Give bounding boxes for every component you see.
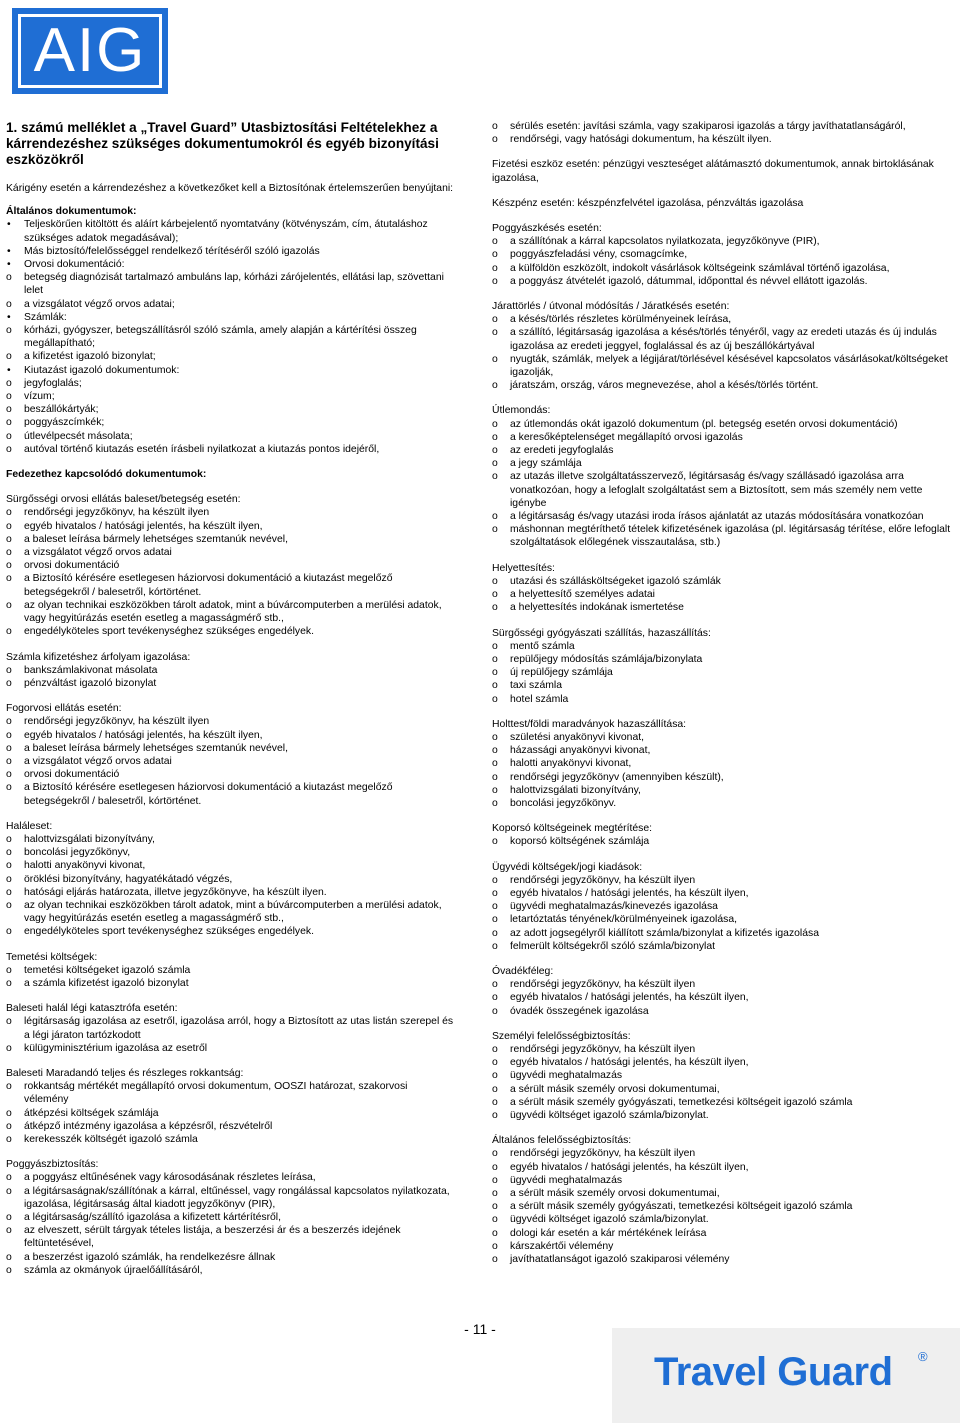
registered-mark: ®	[918, 1349, 928, 1364]
intro-paragraph: Kárigény esetén a kárrendezéshez a következőket kell a Biztosítónak értelemszerűen benyújtani:	[6, 183, 454, 194]
list-item: o öröklési bizonyítvány, hagyatékátadó végzés,	[6, 873, 454, 886]
list-item: o rendőrségi jegyzőkönyv, ha készült ilyen	[6, 715, 454, 728]
list-item: o pénzváltást igazoló bizonylat	[6, 677, 454, 690]
item-list	[6, 506, 454, 638]
list-item: o taxi számla	[492, 679, 952, 692]
list-item: o orvosi dokumentáció	[6, 559, 454, 572]
list-item: o ügyvédi meghatalmazás/kinevezés igazolása	[492, 900, 952, 913]
list-item: o külügyminisztérium igazolása az esetről	[6, 1042, 454, 1055]
item-list	[492, 1043, 952, 1122]
item-list	[492, 120, 952, 146]
list-item: o koporsó költségének számlája	[492, 835, 952, 848]
item-list	[6, 1080, 454, 1146]
list-item: o kárszakértői vélemény	[492, 1240, 952, 1253]
section-helyettesites	[492, 562, 952, 615]
list-item: o új repülőjegy számlája	[492, 666, 952, 679]
section-ovadekfeleg	[492, 965, 952, 1018]
list-item: o dologi kár esetén a kár mértékének leírása	[492, 1227, 952, 1240]
list-item: o a külföldön eszközölt, indokolt vásárlások költségeink számlával történő igazolása,	[492, 262, 952, 275]
list-item: o a szállító, légitársaság igazolása a késés/törlés tényéről, vagy az eredeti utazás és új indulás igazolása az eredeti jeggyel, foglalással és az új beszállókártyával	[492, 326, 952, 352]
section-heading: Készpénz esetén: készpénzfelvétel igazolása, pénzváltás igazolása	[492, 197, 804, 209]
item-list	[6, 833, 454, 939]
list-item: o boncolási jegyzőkönyv,	[6, 846, 454, 859]
list-item: o orvosi dokumentáció	[6, 768, 454, 781]
list-item: o kórházi, gyógyszer, betegszállításról szóló számla, amely alapján a kártérítési összeg megállapítható;	[6, 324, 454, 350]
list-item: o javíthatatlanságot igazoló szakiparosi vélemény	[492, 1253, 952, 1266]
section-heading: Helyettesítés:	[492, 562, 555, 574]
section-heading: Koporsó költségeinek megtérítése:	[492, 823, 652, 835]
list-item: o a szállítónak a kárral kapcsolatos nyilatkozata, jegyzőkönyve (PIR),	[492, 235, 952, 248]
section-heading: Ügyvédi költségek/jogi kiadások:	[492, 861, 643, 873]
list-item: o a sérült másik személy orvosi dokumentumai,	[492, 1083, 952, 1096]
section-halaleset	[6, 820, 454, 939]
section-heading: Sürgősségi orvosi ellátás baleset/betegség esetén:	[6, 494, 241, 506]
list-item: o halottvizsgálati bizonyítvány,	[492, 784, 952, 797]
list-item: o egyéb hivatalos / hatósági jelentés, ha készült ilyen,	[492, 1161, 952, 1174]
item-list	[6, 715, 454, 807]
list-item: o a helyettesítő személyes adatai	[492, 588, 952, 601]
list-item: o a beszerzést igazoló számlák, ha rendelkezésre állnak	[6, 1251, 454, 1264]
item-list	[6, 964, 454, 990]
list-item: o az utazás illetve szolgáltatásszervező, légitársaság és/vagy szállásadó igazolása arra vonatkozóan, hogy a lefoglalt szolgáltatást sem a Biztosított, sem más személy nem vette igénybe	[492, 470, 952, 510]
section-list-0	[492, 120, 952, 146]
list-item: o nyugták, számlák, melyek a légijárat/törlésével késésével kapcsolatos vásárlásokat/költségeket igazolják,	[492, 353, 952, 379]
list-item: o a baleset leírása bármely lehetséges szemtanúk nevével,	[6, 742, 454, 755]
bullet-item: • Kiutazást igazoló dokumentumok:	[6, 364, 454, 377]
section-altalanos-felelossegbiztositas	[492, 1134, 952, 1266]
list-item: o az adott jogsegélyről kiállított számla/bizonylat a kifizetés igazolása	[492, 927, 952, 940]
section-koporso-koltsegeinek-megteritese	[492, 822, 952, 848]
list-item: o bankszámlakivonat másolata	[6, 664, 454, 677]
item-list	[492, 640, 952, 706]
list-item: o halotti anyakönyvi kivonat,	[6, 859, 454, 872]
right-column	[492, 120, 952, 1278]
section-szemelyi-felelossegbiztositas	[492, 1030, 952, 1122]
list-item: o a jegy számlája	[492, 457, 952, 470]
list-item: o temetési költségeket igazoló számla	[6, 964, 454, 977]
list-item: o a vizsgálatot végző orvos adatai	[6, 755, 454, 768]
list-item: o vízum;	[6, 390, 454, 403]
section-baleseti-halal-legi-katasztrofa-eseten	[6, 1002, 454, 1055]
section-surgossegi-gyogyaszati-szallitas-hazasza	[492, 627, 952, 706]
section-heading: Fogorvosi ellátás esetén:	[6, 703, 122, 715]
aig-logo-text: AIG	[33, 16, 147, 85]
section-surgossegi-orvosi-ellatas-baleset-betegs	[6, 493, 454, 638]
item-list	[492, 874, 952, 953]
list-item: o sérülés esetén: javítási számla, vagy szakiparosi igazolás a tárgy javíthatatlanságáról,	[492, 120, 952, 133]
list-item: o számla az okmányok újraelőállításáról,	[6, 1264, 454, 1277]
list-item: o az olyan technikai eszközökben tárolt adatok, mint a búvárcomputerben a merülési adatok, vagy hegyitúrázás esetén esetleg a magasságmérő stb.,	[6, 899, 454, 925]
item-list	[492, 313, 952, 392]
list-item: o beszállókártyák;	[6, 403, 454, 416]
list-item: o a kifizetést igazoló bizonylat;	[6, 350, 454, 363]
section-heading: Óvadékféleg:	[492, 965, 554, 977]
list-item: o poggyászcímkék;	[6, 416, 454, 429]
list-item: o rendőrségi jegyzőkönyv, ha készült ilyen	[492, 978, 952, 991]
section-heading: Baleseti halál légi katasztrófa esetén:	[6, 1003, 178, 1015]
item-list	[492, 731, 952, 810]
list-item: o a légitársaságnak/szállítónak a kárral, eltűnéssel, vagy rongálással kapcsolatos nyilatkozata, igazolása, légitársaság által kiadott jegyzőkönyv (PIR),	[6, 1185, 454, 1211]
list-item: o egyéb hivatalos / hatósági jelentés, ha készült ilyen,	[6, 729, 454, 742]
list-item: o a sérült másik személy orvosi dokumentumai,	[492, 1187, 952, 1200]
list-item: o rendőrségi jegyzőkönyv, ha készült ilyen	[6, 506, 454, 519]
section-heading: Sürgősségi gyógyászati szállítás, hazaszállítás:	[492, 627, 711, 639]
list-item: o átképző intézmény igazolása a képzésről, részvételről	[6, 1120, 454, 1133]
item-list	[492, 235, 952, 288]
item-list	[6, 664, 454, 690]
list-item: o a légitársaság/szállító igazolása a kifizetett kártérítésről,	[6, 1211, 454, 1224]
list-item: o egyéb hivatalos / hatósági jelentés, ha készült ilyen,	[492, 1056, 952, 1069]
list-item: o hotel számla	[492, 693, 952, 706]
section-heading: Általános felelősségbiztosítás:	[492, 1135, 632, 1147]
list-item: o a Biztosító kérésére esetlegesen háziorvosi dokumentáció a kiutazást megelőző betegségekről / balesetről, kórtörténet.	[6, 572, 454, 598]
section-poggyaszkeses-eseten	[492, 222, 952, 288]
list-item: o repülőjegy módosítás számlája/bizonylata	[492, 653, 952, 666]
list-item: o ügyvédi meghatalmazás	[492, 1174, 952, 1187]
list-item: o engedélyköteles sport tevékenységhez szükséges engedélyek.	[6, 925, 454, 938]
aig-logo	[12, 8, 168, 94]
list-item: o légitársaság igazolása az esetről, igazolása arról, hogy a Biztosított az utas listán szerepel és a légi járaton tartózkodott	[6, 1015, 454, 1041]
list-item: o egyéb hivatalos / hatósági jelentés, ha készült ilyen,	[6, 520, 454, 533]
section-altalanos-dokumentumok	[6, 205, 454, 456]
list-item: o betegség diagnózisát tartalmazó ambuláns lap, kórházi zárójelentés, ellátási lap, szövettani lelet	[6, 271, 454, 297]
item-list	[6, 1015, 454, 1055]
section-ugyvedi-koltsegek-jogi-kiadasok	[492, 861, 952, 953]
section-heading: Poggyászkésés esetén:	[492, 223, 602, 235]
list-item: o máshonnan megtéríthető tételek kifizetésének igazolása (pl. légitársaság térítése, előre lefoglalt szolgáltatások előlegének visszautalása, stb.)	[492, 523, 952, 549]
section-keszpenz-eseten-keszpenzfelvetel-igazola	[492, 197, 952, 210]
list-item: o ügyvédi költséget igazoló számla/bizonylat.	[492, 1213, 952, 1226]
section-heading: Járattörlés / útvonal módósítás / Járatkésés esetén:	[492, 301, 730, 313]
list-item: o járatszám, ország, város megnevezése, ahol a késés/törlés történt.	[492, 379, 952, 392]
list-item: o boncolási jegyzőkönyv.	[492, 797, 952, 810]
travel-guard-logo	[612, 1328, 960, 1423]
bullet-item: • Más biztosító/felelősséggel rendelkező térítéséről szóló igazolás	[6, 245, 454, 258]
item-list	[492, 1147, 952, 1266]
section-heading: Baleseti Maradandó teljes és részleges rokkantság:	[6, 1067, 244, 1079]
list-item: o a sérült másik személy gyógyászati, temetkezési költségeit igazoló számla	[492, 1096, 952, 1109]
list-item: o engedélyköteles sport tevékenységhez szükséges engedélyek.	[6, 625, 454, 638]
section-heading: Poggyászbiztosítás:	[6, 1159, 99, 1171]
list-item: o utazási és szállásköltségeket igazoló számlák	[492, 575, 952, 588]
list-item: o a vizsgálatot végző orvos adatai	[6, 546, 454, 559]
list-item: o a poggyász átvételét igazoló, dátummal, időponttal és névvel ellátott igazolás.	[492, 275, 952, 288]
list-item: o egyéb hivatalos / hatósági jelentés, ha készült ilyen,	[492, 991, 952, 1004]
list-item: o átképzési költségek számlája	[6, 1107, 454, 1120]
section-heading: Holttest/földi maradványok hazaszállítása:	[492, 718, 687, 730]
list-item: o a légitársaság és/vagy utazási iroda írásos ajánlatát az utazás módosítására vonatkozóan	[492, 510, 952, 523]
section-heading: Temetési költségek:	[6, 951, 98, 963]
list-item: o rendőrségi, vagy hatósági dokumentum, ha készült ilyen.	[492, 133, 952, 146]
list-item: o jegyfoglalás;	[6, 377, 454, 390]
list-item: o a késés/törlés részletes körülményeinek leírása,	[492, 313, 952, 326]
list-item: o halottvizsgálati bizonyítvány,	[6, 833, 454, 846]
section-baleseti-maradando-teljes-es-reszleges-r	[6, 1067, 454, 1146]
section-holttest-foldi-maradvanyok-hazaszallitas	[492, 718, 952, 810]
list-item: o rendőrségi jegyzőkönyv (amennyiben készült),	[492, 771, 952, 784]
list-item: o az olyan technikai eszközökben tárolt adatok, mint a búvárcomputerben a merülési adatok, vagy hegyitúrázás esetén esetleg a magasságmérő stb.,	[6, 599, 454, 625]
right-sections	[492, 120, 952, 1266]
document-title: 1. számú melléklet a „Travel Guard” Utasbiztosítási Feltételekhez a kárrendezéshez szükséges dokumentumokról és egyéb bizonyítási eszközökről	[6, 120, 439, 167]
list-item: o ügyvédi meghatalmazás	[492, 1069, 952, 1082]
item-list	[6, 218, 454, 456]
section-fedezethez-kapcsolodo-dokumentumok	[6, 468, 454, 481]
section-temetesi-koltsegek	[6, 951, 454, 991]
section-heading: Személyi felelősségbiztosítás:	[492, 1030, 631, 1042]
list-item: o rendőrségi jegyzőkönyv, ha készült ilyen	[492, 874, 952, 887]
left-sections	[6, 205, 454, 1277]
section-heading: Általános dokumentumok:	[6, 206, 137, 218]
list-item: o útlevélpecsét másolata;	[6, 430, 454, 443]
section-poggyaszbiztositas	[6, 1158, 454, 1277]
travel-guard-logo-text: Travel Guard	[654, 1350, 893, 1394]
left-column	[6, 120, 454, 1289]
bullet-item: • Számlák:	[6, 311, 454, 324]
section-szamla-kifizeteshez-arfolyam-igazolasa	[6, 651, 454, 691]
list-item: o születési anyakönyvi kivonat,	[492, 731, 952, 744]
section-fizetesi-eszkoz-eseten-penzugyi-vesztese	[492, 158, 952, 184]
list-item: o kerekesszék költségét igazoló számla	[6, 1133, 454, 1146]
bullet-item: • Teljeskörűen kitöltött és aláírt kárbejelentő nyomtatvány (kötvényszám, cím, átutaláshoz szükséges adatok megadásával);	[6, 218, 454, 244]
list-item: o házassági anyakönyvi kivonat,	[492, 744, 952, 757]
list-item: o hatósági eljárás határozata, illetve jegyzőkönyve, ha készült ilyen.	[6, 886, 454, 899]
list-item: o az útlemondás okát igazoló dokumentum (pl. betegség esetén orvosi dokumentáció)	[492, 418, 952, 431]
page-number: - 11 -	[464, 1321, 496, 1337]
section-utlemondas	[492, 404, 952, 549]
list-item: o a helyettesítés indokának ismertetése	[492, 601, 952, 614]
list-item: o mentő számla	[492, 640, 952, 653]
item-list	[492, 978, 952, 1018]
list-item: o az eredeti jegyfoglalás	[492, 444, 952, 457]
section-heading: Útlemondás:	[492, 405, 551, 417]
list-item: o a sérült másik személy gyógyászati, temetkezési költségeit igazoló számla	[492, 1200, 952, 1213]
list-item: o rendőrségi jegyzőkönyv, ha készült ilyen	[492, 1147, 952, 1160]
list-item: o rendőrségi jegyzőkönyv, ha készült ilyen	[492, 1043, 952, 1056]
list-item: o óvadék összegének igazolása	[492, 1005, 952, 1018]
section-heading: Fedezethez kapcsolódó dokumentumok:	[6, 469, 207, 481]
list-item: o a Biztosító kérésére esetlegesen háziorvosi dokumentáció a kiutazást megelőző betegségekről / balesetről, kórtörténet.	[6, 781, 454, 807]
list-item: o egyéb hivatalos / hatósági jelentés, ha készült ilyen,	[492, 887, 952, 900]
list-item: o ügyvédi költséget igazoló számla/bizonylat.	[492, 1109, 952, 1122]
list-item: o a baleset leírása bármely lehetséges szemtanúk nevével,	[6, 533, 454, 546]
list-item: o poggyászfeladási vény, csomagcímke,	[492, 248, 952, 261]
list-item: o autóval történő kiutazás esetén írásbeli nyilatkozat a kiutazás pontos idejéről,	[6, 443, 454, 456]
item-list	[492, 418, 952, 550]
item-list	[492, 835, 952, 848]
section-fogorvosi-ellatas-eseten	[6, 702, 454, 808]
section-heading: Számla kifizetéshez árfolyam igazolása:	[6, 651, 191, 663]
item-list	[492, 575, 952, 615]
section-jarattorles-utvonal-modositas-jaratkeses	[492, 300, 952, 392]
section-heading: Haláleset:	[6, 820, 53, 832]
section-heading: Fizetési eszköz esetén: pénzügyi veszteséget alátámasztó dokumentumok, annak birtoklásának igazolása,	[492, 159, 934, 184]
list-item: o a számla kifizetést igazoló bizonylat	[6, 977, 454, 990]
list-item: o rokkantság mértékét megállapító orvosi dokumentum, OOSZI határozat, szakorvosi vélemény	[6, 1080, 454, 1106]
list-item: o felmerült költségekről szóló számla/bizonylat	[492, 940, 952, 953]
list-item: o a poggyász eltűnésének vagy károsodásának részletes leírása,	[6, 1171, 454, 1184]
list-item: o az elveszett, sérült tárgyak tételes listája, a beszerzési ár és a beszerzés idejének feltüntetésével,	[6, 1224, 454, 1250]
list-item: o letartóztatás tényének/körülményeinek igazolása,	[492, 913, 952, 926]
list-item: o a vizsgálatot végző orvos adatai;	[6, 298, 454, 311]
list-item: o halotti anyakönyvi kivonat,	[492, 757, 952, 770]
bullet-item: • Orvosi dokumentáció:	[6, 258, 454, 271]
item-list	[6, 1171, 454, 1277]
list-item: o a keresőképtelenséget megállapító orvosi igazolás	[492, 431, 952, 444]
